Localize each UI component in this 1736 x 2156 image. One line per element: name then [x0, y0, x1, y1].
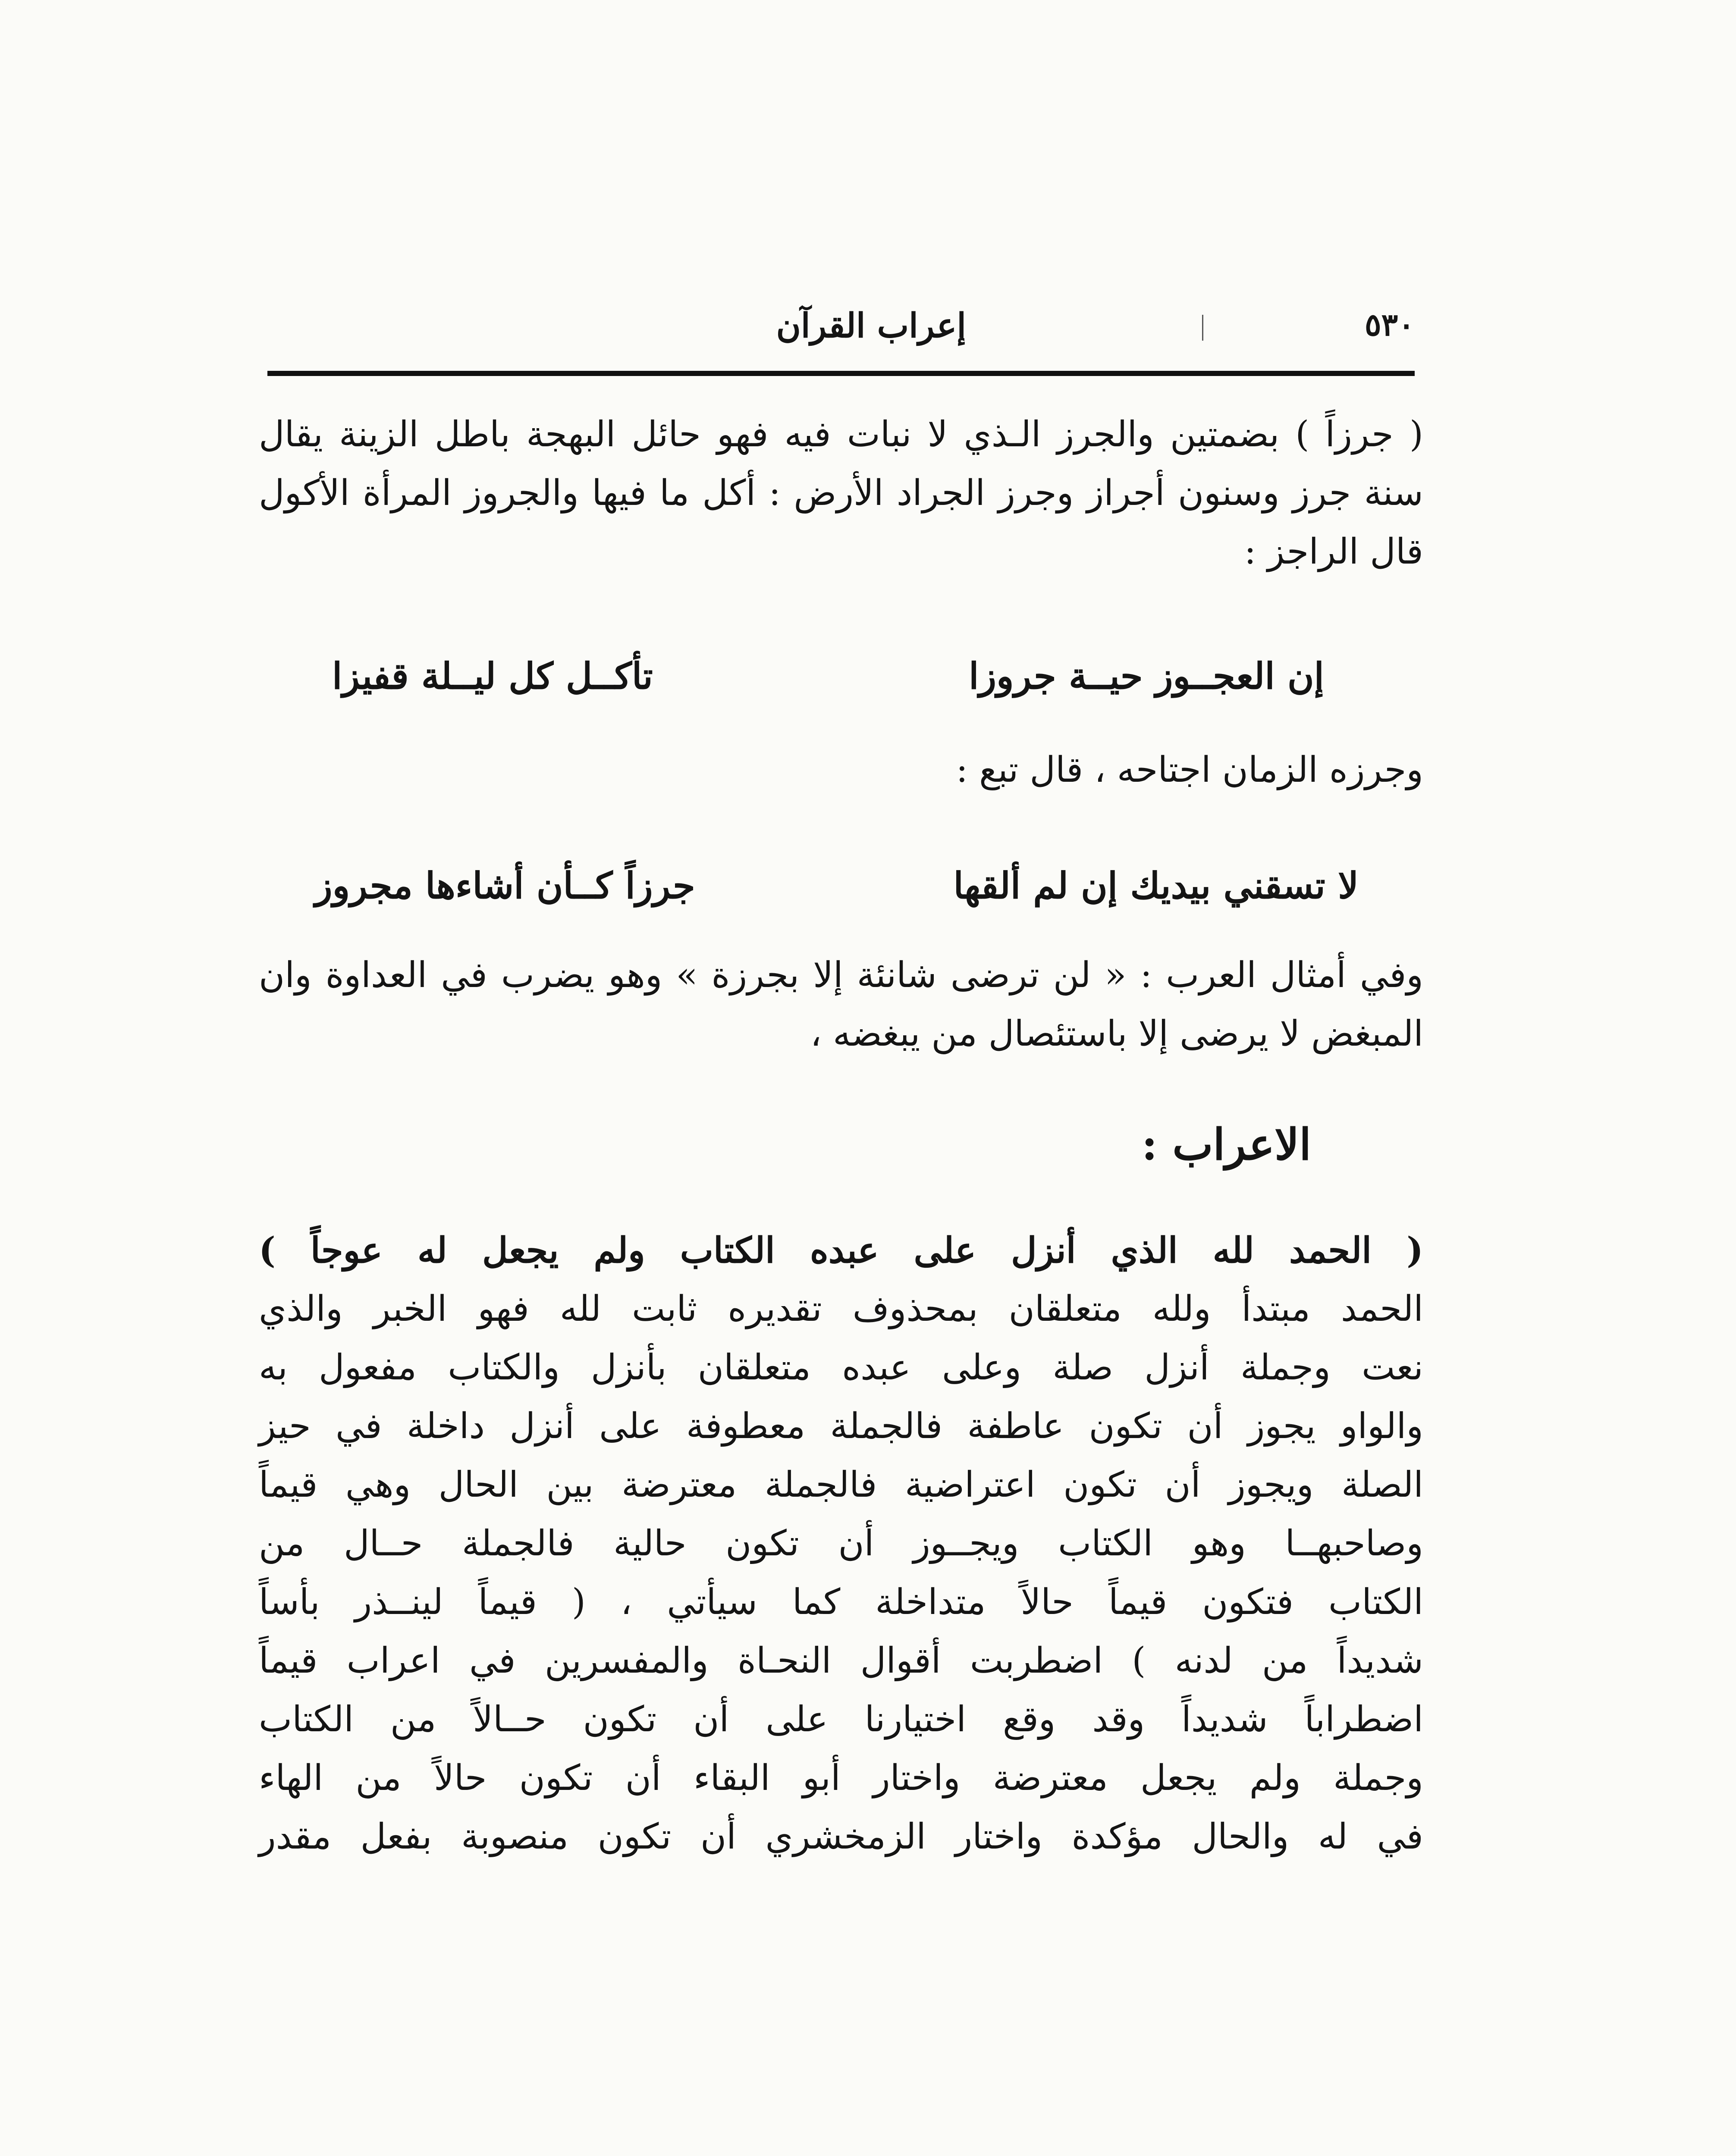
commentary-line: وجملة ولم يجعل معترضة واختار أبو البقاء أن تكون حالاً من الهاء: [259, 1758, 1423, 1799]
poetry-verse: [332, 646, 1324, 706]
verse-intro-line: وجرزه الزمان اجتاحه ، قال تبع :: [956, 749, 1423, 790]
proverb-paragraph: وفي أمثال العرب : « لن ترضى شانئة إلا بجرزة » وهو يضرب في العداوة وان المبغض لا يرضى إلا باستئصال من يبغضه ،: [259, 955, 1423, 1054]
page-body: [259, 405, 1423, 1866]
page-number: ٥٣٠: [1364, 306, 1415, 343]
commentary-line: وصاحبهــا وهو الكتاب ويجــوز أن تكون حالية فالجملة حــال من: [259, 1523, 1423, 1564]
irab-commentary: [259, 1221, 1423, 1866]
poetry-verse: [315, 856, 1359, 916]
definition-paragraph: ( جرزاً ) بضمتين والجرز الـذي لا نبات فيه فهو حائل البهجة باطل الزينة يقال سنة جرز وسنون أجراز وجرز الجراد الأرض : أكل ما فيها والجروز المرأة الأكول قال الراجز :: [259, 414, 1423, 572]
verse-second-hemistich: جرزاً كــأن أشاءها مجروز: [315, 864, 695, 907]
running-title: إعراب القرآن: [776, 306, 966, 345]
quran-verse-line: ( الحمد لله الذي أنزل على عبده الكتاب ولم يجعل له عوجاً ): [259, 1230, 1423, 1271]
verse-first-hemistich: لا تسقني بيديك إن لم ألقها: [953, 864, 1359, 907]
page-header: [267, 298, 1415, 362]
header-separator: [1202, 315, 1203, 341]
commentary-line: الكتاب فتكون قيماً حالاً متداخلة كما سيأتي ، ( قيماً لينــذر بأساً: [259, 1582, 1423, 1623]
header-rule: [267, 371, 1415, 376]
section-heading: الاعراب :: [1141, 1119, 1311, 1170]
commentary-line: الحمد مبتدأ ولله متعلقان بمحذوف تقديره ثابت لله فهو الخبر والذي: [259, 1288, 1423, 1329]
commentary-line: والواو يجوز أن تكون عاطفة فالجملة معطوفة على أنزل داخلة في حيز: [259, 1406, 1423, 1447]
verse-first-hemistich: إن العجــوز حيــة جروزا: [969, 655, 1324, 697]
commentary-line: في له والحال مؤكدة واختار الزمخشري أن تكون منصوبة بفعل مقدر: [259, 1816, 1423, 1857]
commentary-line: اضطراباً شديداً وقد وقع اختيارنا على أن تكون حــالاً من الكتاب: [259, 1699, 1423, 1740]
commentary-line: شديداً من لدنه ) اضطربت أقوال النحـاة والمفسرين في اعراب قيماً: [259, 1640, 1423, 1681]
commentary-line: نعت وجملة أنزل صلة وعلى عبده متعلقان بأنزل والكتاب مفعول به: [259, 1347, 1423, 1388]
commentary-line: الصلة ويجوز أن تكون اعتراضية فالجملة معترضة بين الحال وهي قيماً: [259, 1464, 1423, 1505]
verse-second-hemistich: تأكــل كل ليــلة قفيزا: [332, 655, 653, 697]
